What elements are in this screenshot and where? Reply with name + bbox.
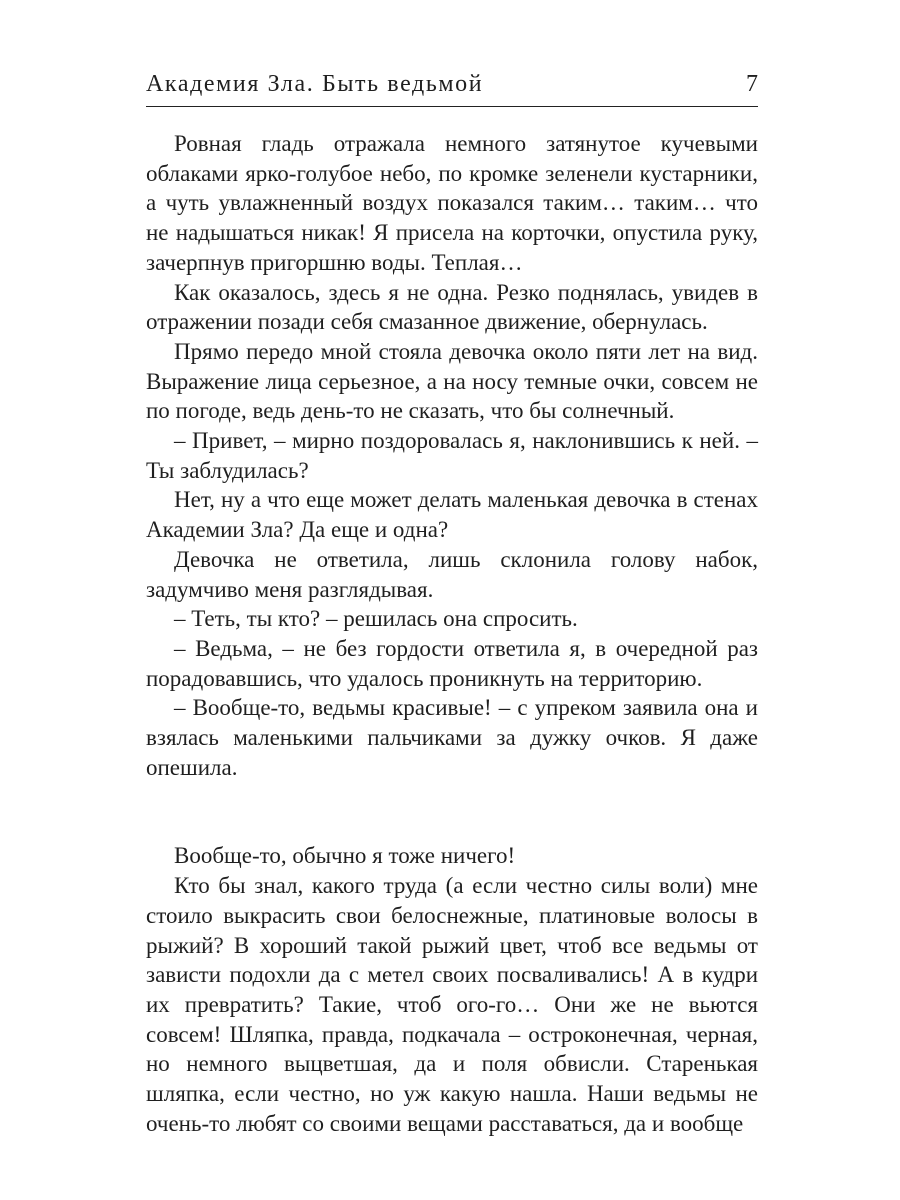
paragraph: Кто бы знал, какого труда (а если честно силы воли) мне стоило выкрасить свои белоснежные, платиновые волосы в рыжий? В хороший такой рыжий цвет, чтоб все ведьмы от зависти подохли да с метел своих посваливались! А в кудри их превратить? Такие, чтоб ого-го… Они же не вьются совсем! Шляпка, правда, подкачала – остроконечная, черная, но немного выцветшая, да и поля обвисли. Старенькая шляпка, если честно, но уж какую нашла. Наши ведьмы не очень-то любят со своими вещами расставаться, да и вообще <box>146 873 758 1136</box>
section-break <box>146 782 758 841</box>
paragraph: Ровная гладь отражала немного затянутое кучевыми облаками ярко-голубое небо, по кромке зеленели кустарники, а чуть увлажненный воздух показался таким… таким… что не надышаться никак! Я присела на корточки, опустила руку, зачерпнув пригоршню воды. Теплая… <box>146 131 758 275</box>
paragraph: Девочка не ответила, лишь склонила голову набок, задумчиво меня разглядывая. <box>146 546 758 602</box>
dialogue-paragraph: – Вообще-то, ведьмы красивые! – с упреком заявила она и взялась маленькими пальчиками за дужку очков. Я даже опешила. <box>146 695 758 780</box>
paragraph: Прямо передо мной стояла девочка около пяти лет на вид. Выражение лица серьезное, а на носу темные очки, совсем не по погоде, ведь день-то не сказать, что бы солнечный. <box>146 338 758 424</box>
running-header <box>146 68 758 100</box>
running-title: Академия Зла. Быть ведьмой <box>146 71 484 97</box>
page-number: 7 <box>746 71 758 97</box>
paragraph: Как оказалось, здесь я не одна. Резко поднялась, увидев в отражении позади себя смазанное движение, обернулась. <box>146 279 758 335</box>
dialogue-paragraph: – Привет, – мирно поздоровалась я, наклонившись к ней. – Ты заблудилась? <box>146 428 758 483</box>
header-rule <box>146 106 758 107</box>
dialogue-paragraph: – Теть, ты кто? – решилась она спросить. <box>174 606 578 632</box>
dialogue-paragraph: – Ведьма, – не без гордости ответила я, в очередной раз порадовавшись, что удалось проникнуть на территорию. <box>146 635 758 691</box>
paragraph: Вообще-то, обычно я тоже ничего! <box>174 843 516 869</box>
body-text <box>146 129 758 1139</box>
paragraph: Нет, ну а что еще может делать маленькая девочка в стенах Академии Зла? Да еще и одна? <box>146 487 758 543</box>
